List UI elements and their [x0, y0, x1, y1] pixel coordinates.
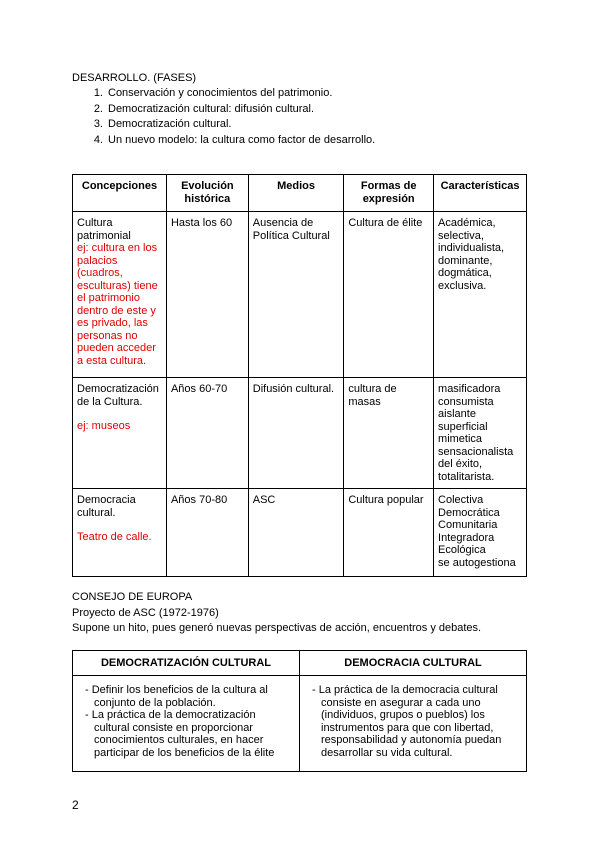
concepcion-name: Democratización de la Cultura. — [77, 383, 159, 408]
concepciones-table — [72, 174, 527, 577]
list-item: - La práctica de la democracia cultural consiste en asegurar a cada uno (individuos, grupos o pueblos) los instrumentos para que con libertad, responsabilidad y autonomía puedan desarrollar su vida cultural. — [312, 684, 502, 759]
concepcion-name: Democracia cultural. — [77, 494, 136, 519]
comparison-table — [72, 650, 527, 772]
table-cell — [300, 676, 527, 772]
table-cell: Años 70-80 — [166, 489, 248, 577]
table-cell: Hasta los 60 — [166, 212, 248, 378]
example-note: ej: cultura en los palacios (cuadros, esculturas) tiene el patrimonio dentro de este y es privado, las personas no pueden acceder a esta cultura. — [77, 242, 158, 367]
column-header: Características — [434, 175, 527, 212]
consejo-section — [72, 590, 481, 637]
table-cell: ASC — [248, 489, 344, 577]
table-cell — [73, 212, 167, 378]
column-header: Evolución histórica — [166, 175, 248, 212]
table-row — [73, 676, 527, 772]
column-header: DEMOCRATIZACIÓN CULTURAL — [73, 651, 300, 676]
proyecto-line: Proyecto de ASC (1972-1976) — [72, 606, 219, 619]
column-header: Concepciones — [73, 175, 167, 212]
concepcion-name: Cultura patrimonial — [77, 217, 131, 242]
table-header-row — [73, 175, 527, 212]
table-cell: Académica, selectiva, individualista, dominante, dogmática, exclusiva. — [434, 212, 527, 378]
table-cell — [73, 676, 300, 772]
list-item: - Definir los beneficios de la cultura al conjunto de la población. — [85, 684, 268, 709]
table-row — [73, 378, 527, 489]
list-item: 4. Un nuevo modelo: la cultura como factor de desarrollo. — [93, 133, 376, 146]
list-item: 2. Democratización cultural: difusión cultural. — [93, 102, 315, 115]
example-note: Teatro de calle. — [77, 531, 152, 543]
page-number: 2 — [72, 798, 79, 812]
column-header: Formas de expresión — [344, 175, 434, 212]
column-header: Medios — [248, 175, 344, 212]
descripcion-line: Supone un hito, pues generó nuevas perspectivas de acción, encuentros y debates. — [72, 622, 482, 634]
table-row — [73, 212, 527, 378]
table-cell — [73, 378, 167, 489]
table-cell — [73, 489, 167, 577]
section-heading: DESARROLLO. (FASES) — [72, 72, 197, 84]
table-row — [73, 489, 527, 577]
example-note: ej: museos — [77, 420, 131, 432]
consejo-title: CONSEJO DE EUROPA — [72, 591, 193, 603]
list-item: - La práctica de la democratización cultural consiste en proporcionar conocimientos culturales, en hacer participar de los beneficios de la élite — [85, 709, 275, 759]
fases-list — [72, 86, 375, 148]
column-header: DEMOCRACIA CULTURAL — [300, 651, 527, 676]
table-header-row — [73, 651, 527, 676]
table-cell: cultura de masas — [344, 378, 434, 489]
table-cell: Colectiva Democrática Comunitaria Integradora Ecológica se autogestiona — [434, 489, 527, 577]
table-cell: Años 60-70 — [166, 378, 248, 489]
table-cell: Cultura popular — [344, 489, 434, 577]
table-cell: Difusión cultural. — [248, 378, 344, 489]
table-cell: masificadora consumista aislante superficial mimetica sensacionalista del éxito, totalitarista. — [434, 378, 527, 489]
list-item: 1. Conservación y conocimientos del patrimonio. — [93, 87, 333, 99]
table-cell: Ausencia de Política Cultural — [248, 212, 344, 378]
table-cell: Cultura de élite — [344, 212, 434, 378]
list-item: 3. Democratización cultural. — [93, 118, 232, 130]
